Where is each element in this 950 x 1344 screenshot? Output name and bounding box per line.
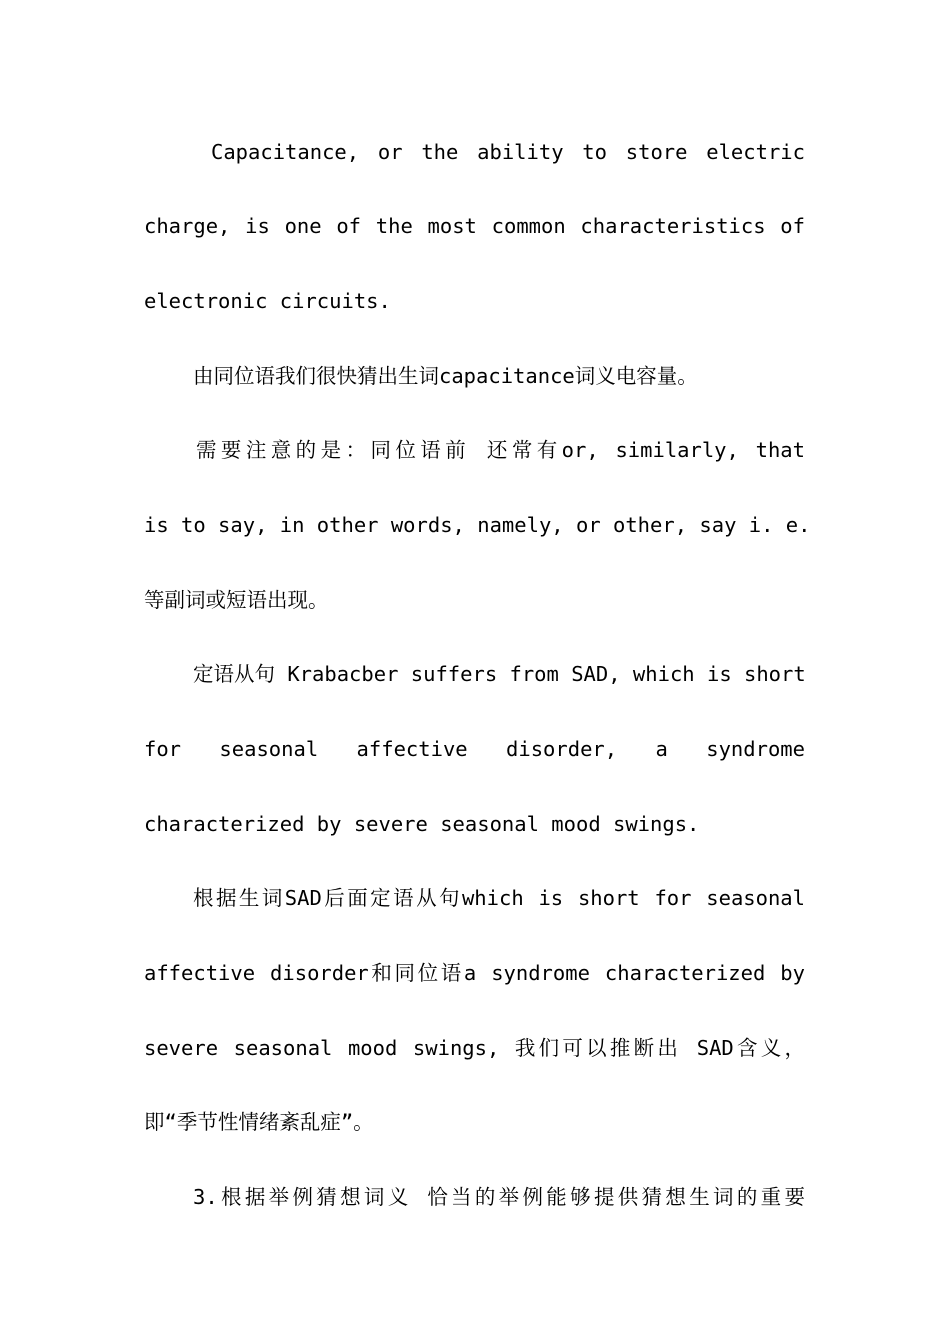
text-line: characterized by severe seasonal mood swings. bbox=[144, 812, 700, 836]
text-line: Capacitance, or the ability to store electric bbox=[211, 140, 805, 164]
text-line: 由同位语我们很快猜出生词capacitance词义电容量。 bbox=[193, 364, 698, 388]
text-line: 3.根据举例猜想词义 恰当的举例能够提供猜想生词的重要 bbox=[193, 1185, 805, 1209]
text-line: is to say, in other words, namely, or other, say i. e. bbox=[144, 513, 811, 537]
text-line: electronic circuits. bbox=[144, 289, 391, 313]
text-line: 等副词或短语出现。 bbox=[144, 588, 329, 612]
text-line: 需要注意的是：同位语前 还常有or, similarly, that bbox=[196, 438, 805, 462]
text-line: severe seasonal mood swings, 我们可以推断出 SAD含义， bbox=[144, 1036, 805, 1060]
text-line: for seasonal affective disorder, a syndrome bbox=[144, 737, 805, 761]
text-line: charge, is one of the most common characteristics of bbox=[144, 214, 805, 238]
text-line: 即“季节性情绪紊乱症”。 bbox=[144, 1110, 374, 1134]
text-line: 根据生词SAD后面定语从句which is short for seasonal bbox=[193, 886, 805, 910]
text-line: affective disorder和同位语a syndrome characterized by bbox=[144, 961, 805, 985]
text-line: 定语从句 Krabacber suffers from SAD, which is short bbox=[193, 662, 806, 686]
